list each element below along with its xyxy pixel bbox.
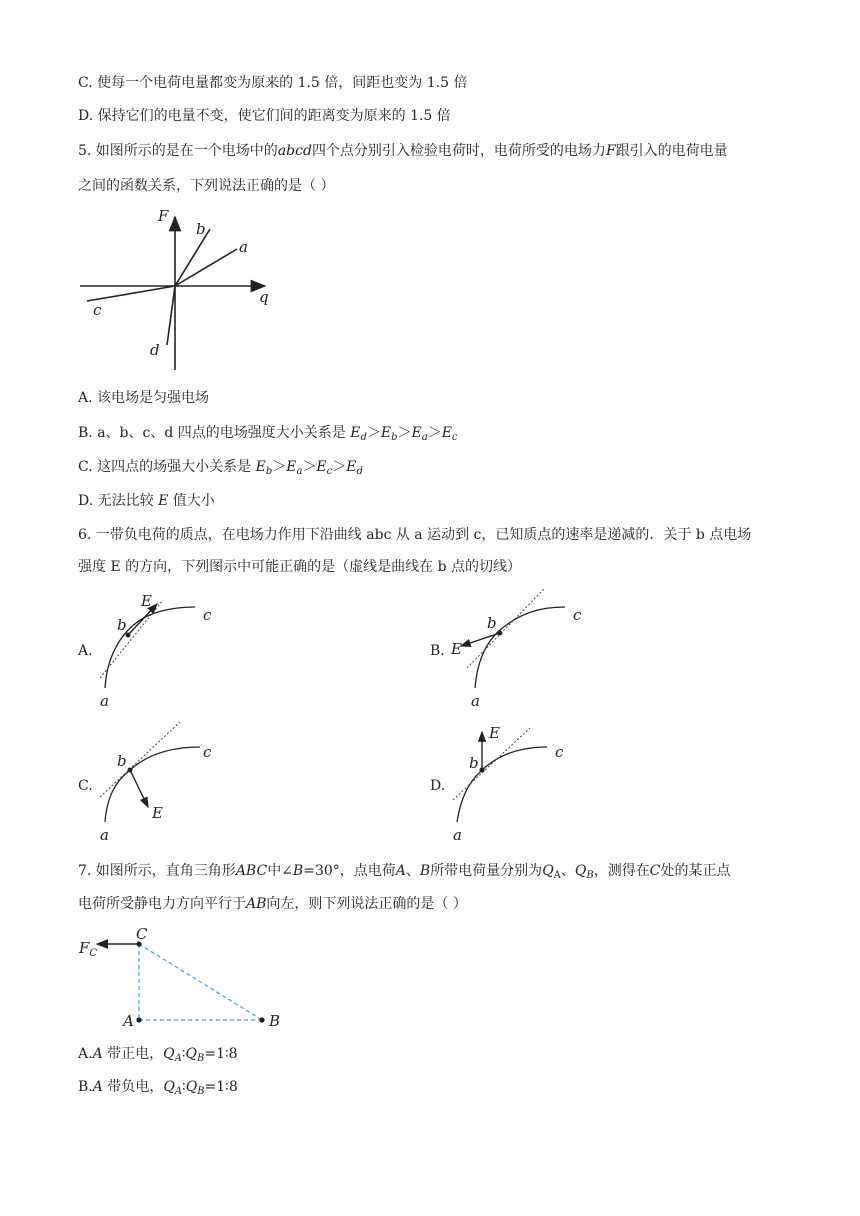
field-vector-e bbox=[130, 770, 148, 807]
svg-text:A: A bbox=[123, 1012, 134, 1030]
line-c-label: c bbox=[93, 301, 102, 319]
svg-text:a: a bbox=[453, 826, 462, 844]
svg-text:B: B bbox=[269, 1012, 281, 1030]
q6-figure-a bbox=[95, 588, 235, 713]
line-c bbox=[87, 286, 175, 301]
q6-label-c: C. bbox=[78, 778, 93, 794]
q5-stem-line2: 之间的函数关系，下列说法正确的是（ ） bbox=[78, 178, 335, 194]
svg-text:c: c bbox=[573, 606, 582, 624]
tangent-line bbox=[100, 600, 163, 678]
q6-figure-c bbox=[95, 722, 235, 847]
f-axis-label: F bbox=[158, 207, 169, 225]
q6-label-b: B. bbox=[430, 643, 445, 659]
q5-option-d: D. 无法比较 E 值大小 bbox=[78, 493, 215, 509]
point-b bbox=[259, 1017, 264, 1022]
q4-option-c: C. 使每一个电荷电量都变为原来的 1.5 倍，间距也变为 1.5 倍 bbox=[78, 75, 468, 91]
q5-option-b: B. a、b、c、d 四点的电场强度大小关系是 $E_d>E_b>E_a>E_c$ bbox=[78, 425, 458, 443]
q4-option-d: D. 保持它们的电量不变，使它们间的距离变为原来的 1.5 倍 bbox=[78, 108, 451, 124]
svg-text:c: c bbox=[203, 606, 212, 624]
line-d bbox=[167, 286, 175, 345]
field-vector-e bbox=[461, 633, 500, 646]
q7-stem-line1: 7. 如图所示，直角三角形ABC中∠B=30°，点电荷A、B所带电荷量分别为$Q_A$、$Q_B$，测得在C处的某正点 bbox=[78, 863, 731, 881]
q7-option-b: B.A 带负电，$Q_A∶Q_B=1∶8$ bbox=[78, 1079, 238, 1097]
svg-text:b: b bbox=[469, 754, 479, 772]
line-a-label: a bbox=[239, 238, 248, 256]
svg-text:E: E bbox=[489, 724, 500, 742]
svg-text:E: E bbox=[152, 804, 163, 822]
q5-option-c: C. 这四点的场强大小关系是 $E_b>E_a>E_c>E_d$ bbox=[78, 459, 363, 477]
line-d-label: d bbox=[150, 341, 160, 359]
svg-text:E: E bbox=[451, 640, 462, 658]
q7-triangle-figure bbox=[75, 925, 290, 1035]
q6-stem-line2: 强度 E 的方向，下列图示中可能正确的是（虚线是曲线在 b 点的切线） bbox=[78, 559, 521, 575]
side-cb bbox=[139, 944, 262, 1020]
q7-stem-line2: 电荷所受静电力方向平行于AB向左，则下列说法正确的是（ ） bbox=[78, 896, 467, 912]
point-a bbox=[136, 1017, 141, 1022]
q6-figure-d bbox=[445, 722, 595, 847]
svg-text:b: b bbox=[487, 614, 497, 632]
svg-text:c: c bbox=[555, 743, 564, 761]
svg-text:b: b bbox=[117, 752, 127, 770]
q5-option-a: A. 该电场是匀强电场 bbox=[78, 390, 210, 406]
svg-text:E: E bbox=[141, 592, 152, 610]
line-b-label: b bbox=[196, 220, 206, 238]
svg-text:b: b bbox=[117, 616, 127, 634]
line-a bbox=[175, 249, 237, 286]
svg-text:a: a bbox=[100, 692, 109, 710]
svg-text:C: C bbox=[136, 925, 148, 943]
q6-label-a: A. bbox=[78, 643, 93, 659]
q7-option-a: A.A 带正电，$Q_A∶Q_B=1∶8$ bbox=[78, 1046, 238, 1064]
q-axis-label: q bbox=[259, 288, 269, 306]
q6-label-d: D. bbox=[430, 778, 446, 794]
svg-text:c: c bbox=[203, 743, 212, 761]
q5-fq-graph bbox=[75, 205, 285, 380]
svg-text:a: a bbox=[471, 692, 480, 710]
q6-stem-line1: 6. 一带负电荷的质点，在电场力作用下沿曲线 abc 从 a 运动到 c，已知质点的速率是递减的．关于 b 点电场 bbox=[78, 527, 752, 543]
q5-stem-line1: 5. 如图所示的是在一个电场中的abcd四个点分别引入检验电荷时，电荷所受的电场力F跟引入的电荷电量 bbox=[78, 143, 728, 159]
svg-text:a: a bbox=[100, 826, 109, 844]
q6-figure-b bbox=[445, 588, 595, 713]
svg-text:FC: $F_C$ bbox=[79, 939, 98, 959]
